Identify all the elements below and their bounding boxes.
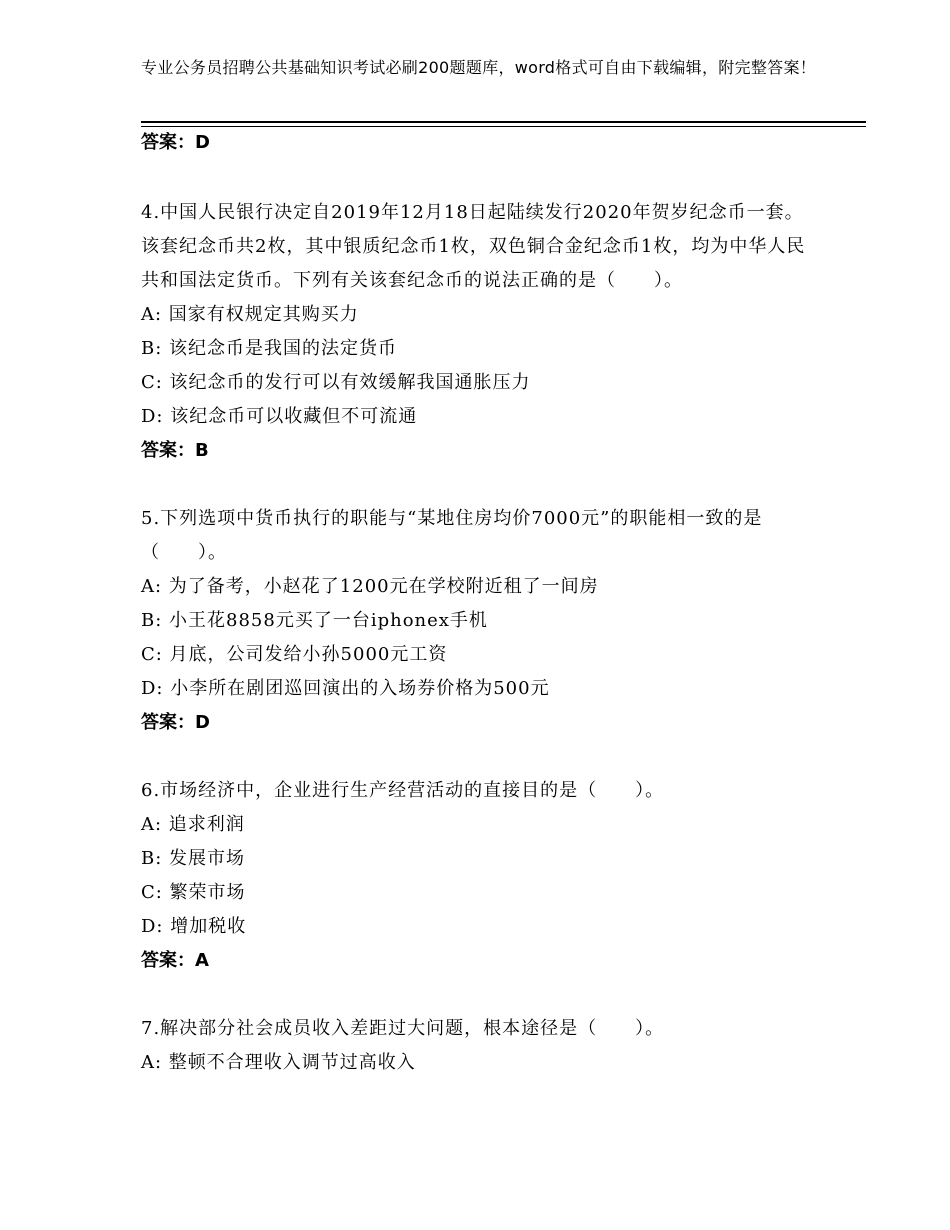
option-c: C: 月底，公司发给小孙5000元工资 (141, 644, 448, 665)
question-block (141, 196, 811, 468)
option-d: D: 该纪念币可以收藏但不可流通 (141, 406, 418, 427)
header-rule-thick (141, 121, 866, 123)
answer-label: 答案：D (141, 132, 210, 153)
answer-label: 答案：A (141, 950, 209, 971)
option-d: D: 增加税收 (141, 916, 247, 937)
option-a: A: 追求利润 (141, 814, 245, 835)
option-a: A: 为了备考，小赵花了1200元在学校附近租了一间房 (141, 576, 599, 597)
answer-label: 答案：B (141, 440, 209, 461)
question-block (141, 502, 811, 740)
option-d: D: 小李所在剧团巡回演出的入场券价格为500元 (141, 678, 550, 699)
header-rule-thin (141, 126, 866, 127)
option-c: C: 该纪念币的发行可以有效缓解我国通胀压力 (141, 372, 531, 393)
option-a: A: 整顿不合理收入调节过高收入 (141, 1052, 416, 1073)
question-text: 4.中国人民银行决定自2019年12月18日起陆续发行2020年贺岁纪念币一套。该套纪念币共2枚，其中银质纪念币1枚，双色铜合金纪念币1枚，均为中华人民共和国法定货币。下列有关该套纪念币的说法正确的是（ ）。 (141, 202, 806, 291)
question-block (141, 774, 811, 978)
page-header: 专业公务员招聘公共基础知识考试必刷200题题库，word格式可自由下载编辑，附完整答案！ (141, 58, 817, 77)
question-text: 7.解决部分社会成员收入差距过大问题，根本途径是（ ）。 (141, 1018, 665, 1039)
option-a: A: 国家有权规定其购买力 (141, 304, 359, 325)
option-c: C: 繁荣市场 (141, 882, 246, 903)
option-b: B: 该纪念币是我国的法定货币 (141, 338, 398, 359)
answer-label: 答案：D (141, 712, 210, 733)
question-text: 6.市场经济中，企业进行生产经营活动的直接目的是（ ）。 (141, 780, 665, 801)
option-b: B: 小王花8858元买了一台iphonex手机 (141, 610, 488, 631)
question-list (141, 196, 811, 1080)
option-b: B: 发展市场 (141, 848, 246, 869)
question-text: 5.下列选项中货币执行的职能与“某地住房均价7000元”的职能相一致的是（ ）。 (141, 508, 763, 563)
question-block (141, 1012, 811, 1080)
